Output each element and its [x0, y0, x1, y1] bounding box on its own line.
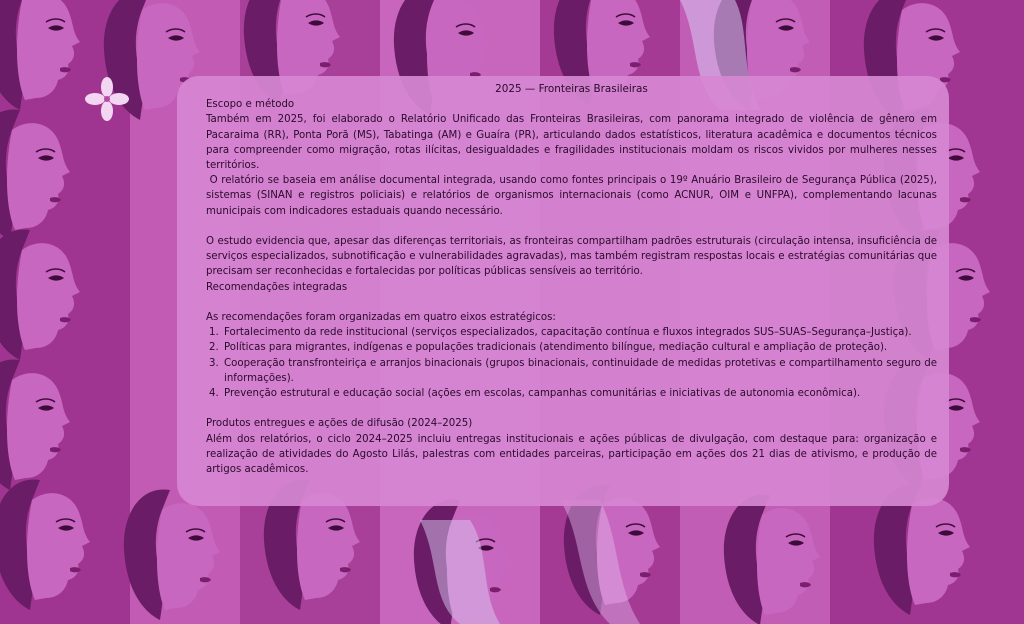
content-card — [177, 76, 949, 506]
list-item: 3. Cooperação transfronteiriça e arranjos binacionais (grupos binacionais, continuidade de medidas protetivas e compartilhamento seguro de informações). — [222, 356, 937, 386]
four-petal-flower-icon — [84, 76, 130, 122]
spacer — [206, 219, 937, 234]
card-title: 2025 — Fronteiras Brasileiras — [495, 83, 648, 95]
paragraph-products: Além dos relatórios, o ciclo 2024–2025 incluiu entregas institucionais e ações públicas de divulgação, com destaque para: organização e realização de atividades do Agosto Lilás, palestras com entidades parceiras, participação em ações dos 21 dias de ativismo, e produção de artigos acadêmicos. — [206, 433, 937, 476]
list-item: 2. Políticas para migrantes, indígenas e populações tradicionais (atendimento bilíngue, mediação cultural e ampliação de proteção). — [222, 340, 937, 355]
section-heading-recommendations: Recomendações integradas — [206, 281, 348, 293]
paragraph-scope-2: O relatório se baseia em análise documental integrada, usando como fontes principais o 19º Anuário Brasileiro de Segurança Pública (2025), sistemas (SINAN e registros policiais) e relatórios de organismos internacionais (como ACNUR, OIM e UNFPA), complementando lacunas municipais com indicadores estaduais quando necessário. — [206, 175, 941, 217]
section-heading-products: Produtos entregues e ações de difusão (2024–2025) — [206, 418, 473, 430]
section-heading-scope: Escopo e método — [206, 99, 295, 111]
list-item: 1. Fortalecimento da rede institucional (serviços especializados, capacitação contínua e fluxos integrados SUS–SUAS–Segurança–Justiça). — [222, 325, 937, 340]
list-item: 4. Prevenção estrutural e educação social (ações em escolas, campanhas comunitárias e iniciativas de autonomia econômica). — [222, 386, 937, 401]
recommendations-list — [206, 325, 937, 401]
spacer — [206, 295, 937, 310]
recommendations-intro: As recomendações foram organizadas em quatro eixos estratégicos: — [206, 312, 556, 324]
paragraph-scope-1: Também em 2025, foi elaborado o Relatório Unificado das Fronteiras Brasileiras, com panorama integrado de violência de gênero em Pacaraima (RR), Ponta Porã (MS), Tabatinga (AM) e Guaíra (PR), articulando dados estatísticos, literatura acadêmica e documentos técnicos para compreender como migração, rotas ilícitas, desigualdades e fragilidades institucionais moldam os riscos vividos por mulheres nesses territórios. — [206, 114, 937, 172]
paragraph-scope-3: O estudo evidencia que, apesar das diferenças territoriais, as fronteiras compartilham padrões estruturais (circulação intensa, insuficiência de serviços especializados, subnotificação e vulnerabilidades agravadas), mas também registram respostas locais e estratégias comunitárias que precisam ser reconhecidas e fortalecidas por políticas públicas sensíveis ao território. — [206, 236, 937, 278]
spacer — [206, 401, 937, 416]
